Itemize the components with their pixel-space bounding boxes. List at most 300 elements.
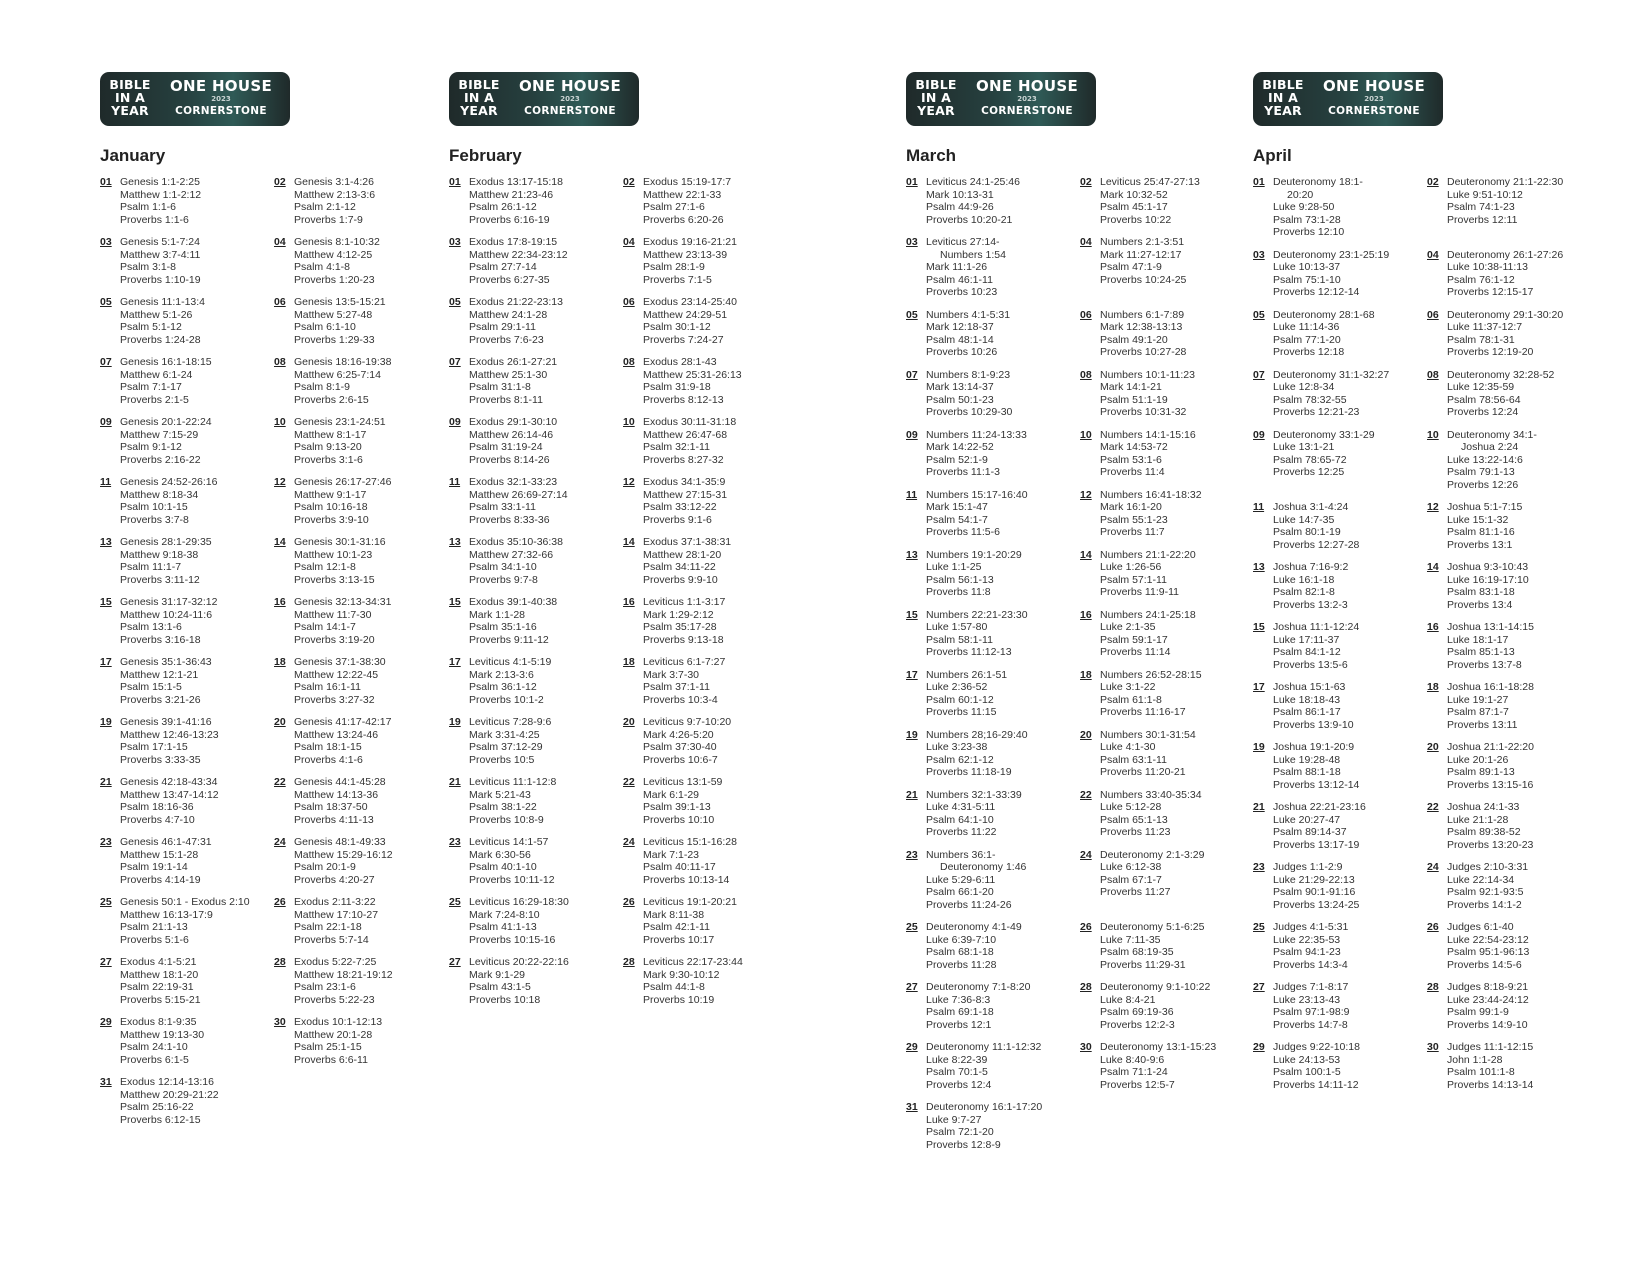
day-readings [120, 296, 205, 346]
reading-line: Proverbs 2:16-22 [120, 453, 201, 466]
reading-line: Proverbs 8:14-26 [469, 453, 550, 466]
day-number: 24 [1080, 848, 1092, 861]
day-readings [1447, 621, 1534, 671]
reading-line: Luke 7:11-35 [1100, 933, 1161, 946]
day-number: 16 [1080, 608, 1092, 621]
day-entry [623, 656, 793, 706]
reading-line: Psalm 23:1-6 [294, 981, 356, 993]
reading-line: Psalm 90:1-91:16 [1273, 886, 1356, 898]
reading-line: Proverbs 13:15-16 [1447, 778, 1534, 791]
reading-line: Joshua 15:1-63 [1273, 681, 1346, 693]
reading-line: Psalm 21:1-13 [120, 921, 188, 933]
reading-line: Psalm 18:37-50 [294, 801, 368, 813]
day-entry [1427, 1041, 1597, 1091]
day-readings [120, 716, 219, 766]
reading-line: Numbers 24:1-25:18 [1100, 608, 1196, 621]
day-readings [1100, 789, 1202, 839]
day-readings [1100, 236, 1186, 286]
day-readings [926, 729, 1028, 779]
day-readings [1100, 1041, 1216, 1091]
reading-line: Exodus 12:14-13:16 [120, 1076, 214, 1088]
day-entry [1427, 429, 1597, 492]
day-number: 03 [449, 236, 461, 248]
day-number: 12 [623, 476, 635, 488]
day-entry [274, 356, 444, 406]
day-entry [1427, 309, 1597, 359]
day-number: 27 [100, 956, 112, 968]
reading-line: Judges 7:1-8:17 [1273, 981, 1349, 993]
day-readings [926, 176, 1020, 226]
reading-line: Luke 5:12-28 [1100, 801, 1162, 813]
day-entry [274, 596, 444, 646]
reading-line: Mark 14:53-72 [1100, 441, 1168, 453]
day-entry [449, 356, 619, 406]
day-entry [623, 536, 793, 586]
reading-line: Proverbs 12:19-20 [1447, 346, 1534, 358]
reading-line: Luke 8:4-21 [1100, 993, 1156, 1006]
reading-line: Proverbs 7:6-23 [469, 333, 544, 346]
day-readings [1100, 849, 1204, 899]
reading-line: Matthew 11:7-30 [294, 608, 372, 621]
reading-line: Joshua 16:1-18:28 [1447, 681, 1534, 693]
day-readings [120, 1076, 219, 1126]
day-entry [1427, 249, 1597, 299]
reading-line: Matthew 15:29-16:12 [294, 848, 393, 861]
day-number: 05 [100, 296, 112, 308]
reading-line: Genesis 23:1-24:51 [294, 416, 386, 428]
day-readings [926, 489, 1028, 539]
reading-line: Mark 9:30-10:12 [643, 968, 720, 981]
day-entry [1427, 501, 1597, 551]
reading-line: Deuteronomy 2:1-3:29 [1100, 848, 1205, 861]
day-number: 04 [1080, 236, 1092, 248]
reading-line: Psalm 10:1-15 [120, 501, 188, 513]
reading-line: Psalm 86:1-17 [1273, 706, 1341, 718]
reading-line: Matthew 13:47-14:12 [120, 788, 219, 801]
day-entry [1253, 981, 1423, 1031]
reading-line: Proverbs 3:27-32 [294, 693, 375, 706]
day-readings [294, 236, 380, 286]
day-entry [906, 981, 1076, 1031]
day-number: 12 [1427, 501, 1439, 513]
day-number: 19 [100, 716, 112, 728]
reading-line: Exodus 37:1-38:31 [643, 536, 732, 548]
reading-line: Psalm 53:1-6 [1100, 453, 1162, 466]
reading-line: Matthew 12:22-45 [294, 668, 379, 681]
day-entry [906, 489, 1076, 539]
day-entry [1427, 981, 1597, 1031]
day-readings [1447, 1041, 1533, 1091]
day-number: 21 [906, 788, 918, 801]
reading-line: Numbers 21:1-22:20 [1100, 548, 1196, 561]
day-number: 04 [274, 236, 286, 248]
day-number: 07 [1253, 368, 1265, 381]
reading-line: Proverbs 10:29-30 [926, 406, 1013, 418]
reading-line: Proverbs 10:10 [643, 813, 715, 826]
day-entry [274, 716, 444, 766]
reading-line: Luke 9:28-50 [1273, 201, 1335, 213]
day-number: 25 [906, 921, 918, 933]
reading-line: Luke 7:36-8:3 [926, 993, 991, 1006]
reading-line: John 1:1-28 [1447, 1053, 1503, 1066]
reading-line: Psalm 97:1-98:9 [1273, 1006, 1350, 1018]
reading-line: Proverbs 12:27-28 [1273, 538, 1360, 551]
reading-line: Mark 3:31-4:25 [469, 728, 540, 741]
reading-line: Proverbs 3:9-10 [294, 513, 369, 526]
reading-line: Proverbs 13:20-23 [1447, 838, 1534, 851]
reading-line: Leviticus 24:1-25:46 [926, 176, 1020, 188]
reading-line: Psalm 74:1-23 [1447, 201, 1515, 213]
day-entry [1427, 681, 1597, 731]
reading-line: Mark 2:13-3:6 [469, 668, 534, 681]
day-readings [469, 836, 555, 886]
reading-line: Psalm 54:1-7 [926, 513, 988, 526]
reading-line: Proverbs 11:15 [926, 706, 997, 718]
logo-left-line: IN A [921, 90, 951, 105]
reading-line: Proverbs 7:24-27 [643, 333, 724, 346]
reading-line: Deuteronomy 7:1-8:20 [926, 981, 1031, 993]
reading-line: Joshua 22:21-23:16 [1273, 801, 1366, 813]
day-number: 17 [906, 668, 918, 681]
reading-line: Proverbs 10:23 [926, 286, 998, 298]
reading-line: Proverbs 14:7-8 [1273, 1018, 1348, 1031]
day-number: 27 [449, 956, 461, 968]
day-readings [469, 956, 569, 1006]
day-entry [100, 296, 270, 346]
day-entry [449, 476, 619, 526]
reading-line: Matthew 5:27-48 [294, 308, 373, 321]
reading-line: Genesis 3:1-4:26 [294, 176, 374, 188]
reading-line: Mark 1:29-2:12 [643, 608, 714, 621]
day-number: 15 [906, 608, 918, 621]
day-entry [1253, 801, 1423, 851]
day-entry [1253, 621, 1423, 671]
day-entry [449, 896, 619, 946]
reading-line: Deuteronomy 16:1-17:20 [926, 1101, 1043, 1113]
day-entry [623, 596, 793, 646]
reading-line: Matthew 19:13-30 [120, 1028, 205, 1041]
day-number: 05 [906, 308, 918, 321]
reading-line: Psalm 35:1-16 [469, 621, 537, 633]
reading-line: Matthew 7:15-29 [120, 428, 199, 441]
reading-line: Mark 10:32-52 [1100, 188, 1168, 201]
reading-line: Proverbs 10:5 [469, 753, 535, 766]
reading-line: Psalm 28:1-9 [643, 261, 705, 273]
reading-line: Mark 3:7-30 [643, 668, 700, 681]
reading-line: Proverbs 5:1-6 [120, 933, 189, 946]
day-readings [1273, 309, 1375, 359]
reading-line: Psalm 52:1-9 [926, 453, 988, 466]
reading-line: Psalm 44:1-8 [643, 981, 705, 993]
reading-line: Mark 8:11-38 [643, 908, 705, 921]
day-readings [294, 716, 391, 766]
day-number: 30 [1427, 1041, 1439, 1053]
day-entry [1427, 921, 1597, 971]
day-readings [1100, 489, 1202, 539]
reading-line: Matthew 21:23-46 [469, 188, 554, 201]
reading-line: Matthew 14:13-36 [294, 788, 379, 801]
day-readings [1273, 369, 1389, 419]
reading-line: Psalm 37:12-29 [469, 741, 543, 753]
day-number: 03 [906, 236, 918, 248]
bible-in-a-year-logo [1253, 72, 1443, 126]
reading-line: Psalm 92:1-93:5 [1447, 886, 1524, 898]
reading-line: Proverbs 11:5-6 [926, 526, 1000, 538]
reading-line: Psalm 13:1-6 [120, 621, 182, 633]
reading-line: Proverbs 12:18 [1273, 346, 1345, 358]
reading-line: Judges 8:18-9:21 [1447, 981, 1529, 993]
reading-line: Genesis 35:1-36:43 [120, 656, 212, 668]
reading-line: Proverbs 11:29-31 [1100, 958, 1186, 971]
reading-line: Proverbs 1:24-28 [120, 333, 201, 346]
reading-line: Psalm 40:11-17 [643, 861, 716, 873]
bible-in-a-year-logo [449, 72, 639, 126]
reading-line: Mark 1:1-28 [469, 608, 526, 621]
reading-line: Luke 15:1-32 [1447, 513, 1509, 526]
reading-line: Proverbs 13:4 [1447, 598, 1513, 611]
day-number: 20 [623, 716, 635, 728]
reading-line: Luke 12:8-34 [1273, 381, 1335, 393]
reading-line: Psalm 66:1-20 [926, 886, 994, 898]
day-entry [100, 536, 270, 586]
day-entry [906, 669, 1076, 719]
day-number: 15 [449, 596, 461, 608]
day-readings [1447, 176, 1563, 226]
day-entry [906, 176, 1076, 226]
day-readings [469, 356, 557, 406]
reading-line: Proverbs 4:11-13 [294, 813, 374, 826]
day-number: 26 [623, 896, 635, 908]
reading-line: Numbers 19:1-20:29 [926, 548, 1022, 561]
day-entry [906, 236, 1076, 299]
reading-line: Proverbs 12:11 [1447, 213, 1518, 226]
logo-bible-in-a-year-text [457, 78, 501, 117]
day-entry [1080, 729, 1250, 779]
reading-line: Numbers 26:1-51 [926, 668, 1008, 681]
reading-line: Proverbs 12:12-14 [1273, 286, 1360, 298]
reading-line: Luke 8:40-9:6 [1100, 1053, 1165, 1066]
day-number: 25 [100, 896, 112, 908]
day-number: 21 [449, 776, 461, 788]
day-readings [1447, 681, 1534, 731]
day-number: 19 [1253, 741, 1265, 753]
reading-line: Exodus 8:1-9:35 [120, 1016, 197, 1028]
reading-line: Psalm 26:1-12 [469, 201, 537, 213]
reading-line: Matthew 17:10-27 [294, 908, 379, 921]
reading-line: Psalm 95:1-96:13 [1447, 946, 1530, 958]
day-readings [1273, 501, 1359, 551]
reading-line: Psalm 78:1-31 [1447, 333, 1515, 346]
reading-line: Proverbs 13:5-6 [1273, 658, 1348, 671]
reading-line: Matthew 4:12-25 [294, 248, 373, 261]
day-number: 13 [100, 536, 112, 548]
day-readings [926, 369, 1012, 419]
day-entry [449, 656, 619, 706]
day-entry [100, 236, 270, 286]
day-entry [100, 1076, 270, 1126]
day-readings [120, 476, 217, 526]
reading-line: Luke 6:12-38 [1100, 861, 1162, 873]
reading-line: Proverbs 8:12-13 [643, 393, 724, 406]
day-number: 01 [906, 176, 918, 188]
reading-line: Leviticus 6:1-7:27 [643, 656, 726, 668]
day-number: 06 [1080, 308, 1092, 321]
day-number: 24 [623, 836, 635, 848]
reading-line: Deuteronomy 5:1-6:25 [1100, 921, 1205, 933]
day-number: 08 [623, 356, 635, 368]
reading-line: Judges 1:1-2:9 [1273, 861, 1343, 873]
day-entry [906, 609, 1076, 659]
reading-line: Matthew 1:1-2:12 [120, 188, 202, 201]
reading-line: Proverbs 10:8-9 [469, 813, 544, 826]
reading-line: Proverbs 5:15-21 [120, 993, 201, 1006]
reading-line: Matthew 20:29-21:22 [120, 1088, 219, 1101]
day-readings [469, 476, 568, 526]
day-readings [1447, 921, 1529, 971]
reading-line: Exodus 13:17-15:18 [469, 176, 563, 188]
day-readings [1100, 729, 1196, 779]
day-readings [1273, 741, 1359, 791]
day-entry [906, 369, 1076, 419]
reading-line: Proverbs 11:27 [1100, 886, 1171, 898]
reading-line: Exodus 23:14-25:40 [643, 296, 737, 308]
day-readings [294, 476, 391, 526]
reading-line: Psalm 7:1-17 [120, 381, 182, 393]
reading-line: Mark 11:27-12:17 [1100, 248, 1182, 261]
reading-line: Numbers 26:52-28:15 [1100, 668, 1202, 681]
day-number: 20 [1427, 741, 1439, 753]
day-number: 26 [1080, 921, 1092, 933]
day-readings [294, 1016, 382, 1066]
day-number: 29 [100, 1016, 112, 1028]
reading-line: Deuteronomy 29:1-30:20 [1447, 308, 1564, 321]
day-readings [294, 356, 391, 406]
reading-line: Mark 7:1-23 [643, 848, 700, 861]
reading-line: Psalm 18:16-36 [120, 801, 194, 813]
reading-line: Psalm 46:1-11 [926, 273, 993, 286]
reading-line: Matthew 15:1-28 [120, 848, 199, 861]
day-entry [1427, 369, 1597, 419]
day-number: 16 [1427, 621, 1439, 633]
reading-line: Matthew 6:1-24 [120, 368, 193, 381]
reading-line: Luke 1:26-56 [1100, 561, 1162, 573]
logo-left-line: BIBLE [1262, 77, 1304, 92]
reading-line: Proverbs 14:13-14 [1447, 1078, 1534, 1091]
day-readings [294, 656, 386, 706]
day-readings [294, 176, 375, 226]
reading-line: Matthew 9:1-17 [294, 488, 367, 501]
day-number: 13 [906, 548, 918, 561]
reading-line: Psalm 51:1-19 [1100, 393, 1168, 406]
day-number: 29 [1253, 1041, 1265, 1053]
reading-line: Proverbs 12:15-17 [1447, 286, 1534, 298]
day-entry [100, 476, 270, 526]
day-entry [274, 416, 444, 466]
reading-line: Luke 12:35-59 [1447, 381, 1515, 393]
reading-line: Proverbs 6:1-5 [120, 1053, 189, 1066]
reading-line: Proverbs 13:11 [1447, 718, 1518, 731]
day-number: 12 [274, 476, 286, 488]
day-readings [294, 536, 386, 586]
day-readings [643, 536, 731, 586]
reading-line: Psalm 87:1-7 [1447, 706, 1509, 718]
reading-line: Psalm 60:1-12 [926, 693, 994, 706]
day-readings [1273, 1041, 1360, 1091]
reading-line: Luke 18:18-43 [1273, 693, 1341, 706]
reading-line: Proverbs 10:17 [643, 933, 715, 946]
day-entry [623, 236, 793, 286]
reading-line: Psalm 31:9-18 [643, 381, 711, 393]
reading-line: Genesis 46:1-47:31 [120, 836, 212, 848]
day-readings [1273, 176, 1363, 239]
day-readings [1100, 609, 1196, 659]
logo-subtitle: CORNERSTONE [175, 105, 267, 117]
day-entry [1253, 1041, 1423, 1091]
reading-line: Judges 2:10-3:31 [1447, 861, 1529, 873]
day-number: 06 [1427, 308, 1439, 321]
reading-line: Proverbs 10:24-25 [1100, 273, 1187, 286]
logo-left-line: YEAR [1264, 103, 1302, 118]
reading-line: Psalm 72:1-20 [926, 1126, 994, 1138]
day-entry [623, 416, 793, 466]
reading-line: Psalm 71:1-24 [1100, 1066, 1168, 1078]
reading-line: Psalm 68:19-35 [1100, 946, 1174, 958]
day-number: 05 [1253, 308, 1265, 321]
day-number: 15 [100, 596, 112, 608]
reading-line: Leviticus 27:14- [926, 236, 1000, 248]
reading-line: Psalm 10:16-18 [294, 501, 368, 513]
reading-line: Matthew 9:18-38 [120, 548, 199, 561]
logo-title: ONE HOUSE [1322, 77, 1425, 95]
day-entry [274, 836, 444, 886]
reading-line: Proverbs 14:11-12 [1273, 1078, 1359, 1091]
reading-line: Leviticus 16:29-18:30 [469, 896, 569, 908]
reading-line: Exodus 34:1-35:9 [643, 476, 726, 488]
day-entry [1427, 176, 1597, 239]
reading-line: Deuteronomy 26:1-27:26 [1447, 248, 1564, 261]
reading-line: Matthew 12:1-21 [120, 668, 199, 681]
reading-line: Psalm 24:1-10 [120, 1041, 188, 1053]
logo-subtitle: CORNERSTONE [981, 105, 1073, 117]
day-readings [1447, 561, 1529, 611]
reading-line: Matthew 8:1-17 [294, 428, 367, 441]
reading-line: Psalm 57:1-11 [1100, 573, 1167, 586]
day-readings [1447, 861, 1528, 911]
reading-line: Psalm 43:1-5 [469, 981, 531, 993]
reading-line: Proverbs 3:33-35 [120, 753, 201, 766]
day-number: 10 [1080, 428, 1092, 441]
reading-line: Genesis 5:1-7:24 [120, 236, 200, 248]
reading-line: Psalm 100:1-5 [1273, 1066, 1341, 1078]
reading-line: Psalm 37:30-40 [643, 741, 717, 753]
reading-line: Luke 11:37-12:7 [1447, 321, 1523, 333]
reading-line: Proverbs 13:24-25 [1273, 898, 1360, 911]
reading-line: Proverbs 13:9-10 [1273, 718, 1354, 731]
day-number: 17 [1253, 681, 1265, 693]
reading-line: Psalm 22:1-18 [294, 921, 362, 933]
day-readings [1447, 249, 1563, 299]
day-entry [1253, 501, 1423, 551]
day-number: 16 [623, 596, 635, 608]
day-number: 02 [1080, 176, 1092, 188]
reading-line: Proverbs 11:8 [926, 586, 991, 598]
day-readings [643, 716, 731, 766]
day-readings [1273, 249, 1389, 299]
day-number: 09 [906, 428, 918, 441]
day-entry [449, 716, 619, 766]
logo-left-line: IN A [1268, 90, 1298, 105]
reading-line: Mark 10:13-31 [926, 188, 994, 201]
